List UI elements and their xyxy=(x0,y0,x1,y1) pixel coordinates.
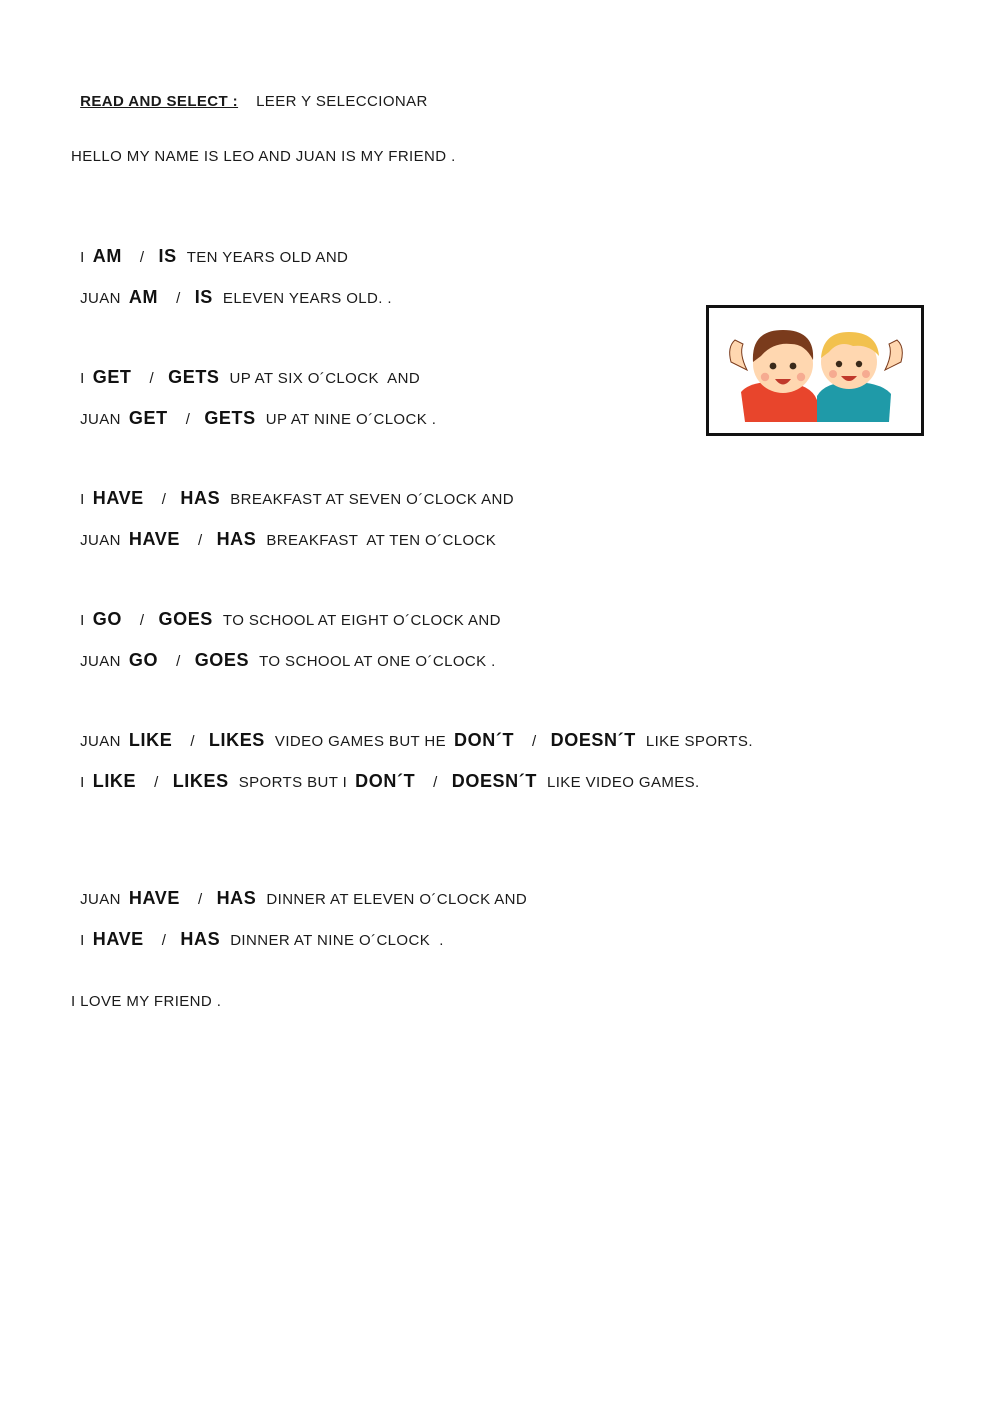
option-separator: / xyxy=(190,733,195,750)
option-have[interactable]: HAVE xyxy=(92,488,144,508)
sentence-rest: TO SCHOOL AT ONE O´CLOCK . xyxy=(259,653,496,670)
option-likes[interactable]: LIKES xyxy=(208,730,265,750)
sentence-6 xyxy=(71,509,496,551)
option-go[interactable]: GO xyxy=(128,650,159,670)
option-separator: / xyxy=(176,290,181,307)
option-has[interactable]: HAS xyxy=(216,888,257,908)
option-have[interactable]: HAVE xyxy=(92,929,144,949)
option-has[interactable]: HAS xyxy=(180,488,221,508)
sentence-subject: I xyxy=(80,932,85,949)
option-has[interactable]: HAS xyxy=(216,529,257,549)
worksheet-title xyxy=(71,72,428,112)
option-have[interactable]: HAVE xyxy=(128,529,180,549)
option-is[interactable]: IS xyxy=(194,287,213,307)
sentence-1 xyxy=(71,226,348,268)
sentence-subject: I xyxy=(80,612,85,629)
sentence-middle: SPORTS BUT I xyxy=(238,774,348,791)
option-separator: / xyxy=(154,774,159,791)
option-separator: / xyxy=(139,249,145,266)
option-separator: / xyxy=(176,653,181,670)
option-am[interactable]: AM xyxy=(128,287,159,307)
sentence-7 xyxy=(71,589,501,631)
option-like[interactable]: LIKE xyxy=(92,771,137,791)
sentence-middle: VIDEO GAMES BUT HE xyxy=(274,733,447,750)
option-go[interactable]: GO xyxy=(92,609,122,629)
sentence-12 xyxy=(71,909,444,951)
sentence-subject: I xyxy=(80,249,85,266)
option-separator: / xyxy=(149,370,155,387)
sentence-rest: TEN YEARS OLD AND xyxy=(186,249,349,266)
sentence-rest: LIKE SPORTS. xyxy=(645,733,753,750)
option-separator: / xyxy=(532,733,537,750)
sentence-4 xyxy=(71,388,436,430)
option-like[interactable]: LIKE xyxy=(128,730,173,750)
title-instruction: READ AND SELECT : xyxy=(80,93,239,110)
sentence-subject: JUAN xyxy=(80,653,121,670)
option-separator: / xyxy=(433,774,438,791)
sentence-3 xyxy=(71,347,420,389)
option-get[interactable]: GET xyxy=(128,408,168,428)
option-get[interactable]: GET xyxy=(92,367,132,387)
option-likes[interactable]: LIKES xyxy=(172,771,229,791)
sentence-subject: JUAN xyxy=(80,891,121,908)
option-goes[interactable]: GOES xyxy=(194,650,250,670)
sentence-subject: I xyxy=(80,491,85,508)
title-translation: LEER Y SELECCIONAR xyxy=(256,93,428,110)
option-separator: / xyxy=(198,532,203,549)
option-separator: / xyxy=(185,411,191,428)
sentence-rest: LIKE VIDEO GAMES. xyxy=(546,774,700,791)
sentence-rest: BREAKFAST AT SEVEN O´CLOCK AND xyxy=(230,491,514,508)
sentence-rest: ELEVEN YEARS OLD. . xyxy=(222,290,392,307)
option-is[interactable]: IS xyxy=(158,246,177,266)
sentence-rest: DINNER AT NINE O´CLOCK . xyxy=(230,932,444,949)
option-has[interactable]: HAS xyxy=(180,929,221,949)
option-doesnt[interactable]: DOESN´T xyxy=(451,771,537,791)
option-separator: / xyxy=(161,932,167,949)
intro-sentence: HELLO MY NAME IS LEO AND JUAN IS MY FRIEND . xyxy=(71,148,456,165)
option-am[interactable]: AM xyxy=(92,246,122,266)
sentence-rest: UP AT NINE O´CLOCK . xyxy=(265,411,437,428)
sentence-subject: I xyxy=(80,774,85,791)
sentence-subject: JUAN xyxy=(80,290,121,307)
sentence-8 xyxy=(71,630,496,672)
sentence-rest: DINNER AT ELEVEN O´CLOCK AND xyxy=(266,891,528,908)
option-separator: / xyxy=(139,612,145,629)
two-boys-waving-icon xyxy=(721,322,911,422)
option-goes[interactable]: GOES xyxy=(158,609,213,629)
illustration-frame xyxy=(706,305,924,436)
sentence-rest: TO SCHOOL AT EIGHT O´CLOCK AND xyxy=(222,612,501,629)
sentence-11 xyxy=(71,868,527,910)
sentence-subject: JUAN xyxy=(80,411,121,428)
sentence-rest: UP AT SIX O´CLOCK AND xyxy=(229,370,421,387)
option-dont[interactable]: DON´T xyxy=(355,771,416,791)
sentence-subject: JUAN xyxy=(80,532,121,549)
option-have[interactable]: HAVE xyxy=(128,888,180,908)
sentence-9 xyxy=(71,710,753,752)
sentence-subject: JUAN xyxy=(80,733,121,750)
option-gets[interactable]: GETS xyxy=(168,367,220,387)
option-gets[interactable]: GETS xyxy=(204,408,256,428)
sentence-subject: I xyxy=(80,370,85,387)
sentence-10 xyxy=(71,751,700,793)
option-dont[interactable]: DON´T xyxy=(454,730,515,750)
sentence-rest: BREAKFAST AT TEN O´CLOCK xyxy=(266,532,497,549)
option-doesnt[interactable]: DOESN´T xyxy=(550,730,636,750)
option-separator: / xyxy=(198,891,203,908)
sentence-5 xyxy=(71,468,514,510)
option-separator: / xyxy=(161,491,167,508)
closing-sentence: I LOVE MY FRIEND . xyxy=(71,993,222,1010)
sentence-2 xyxy=(71,267,392,309)
